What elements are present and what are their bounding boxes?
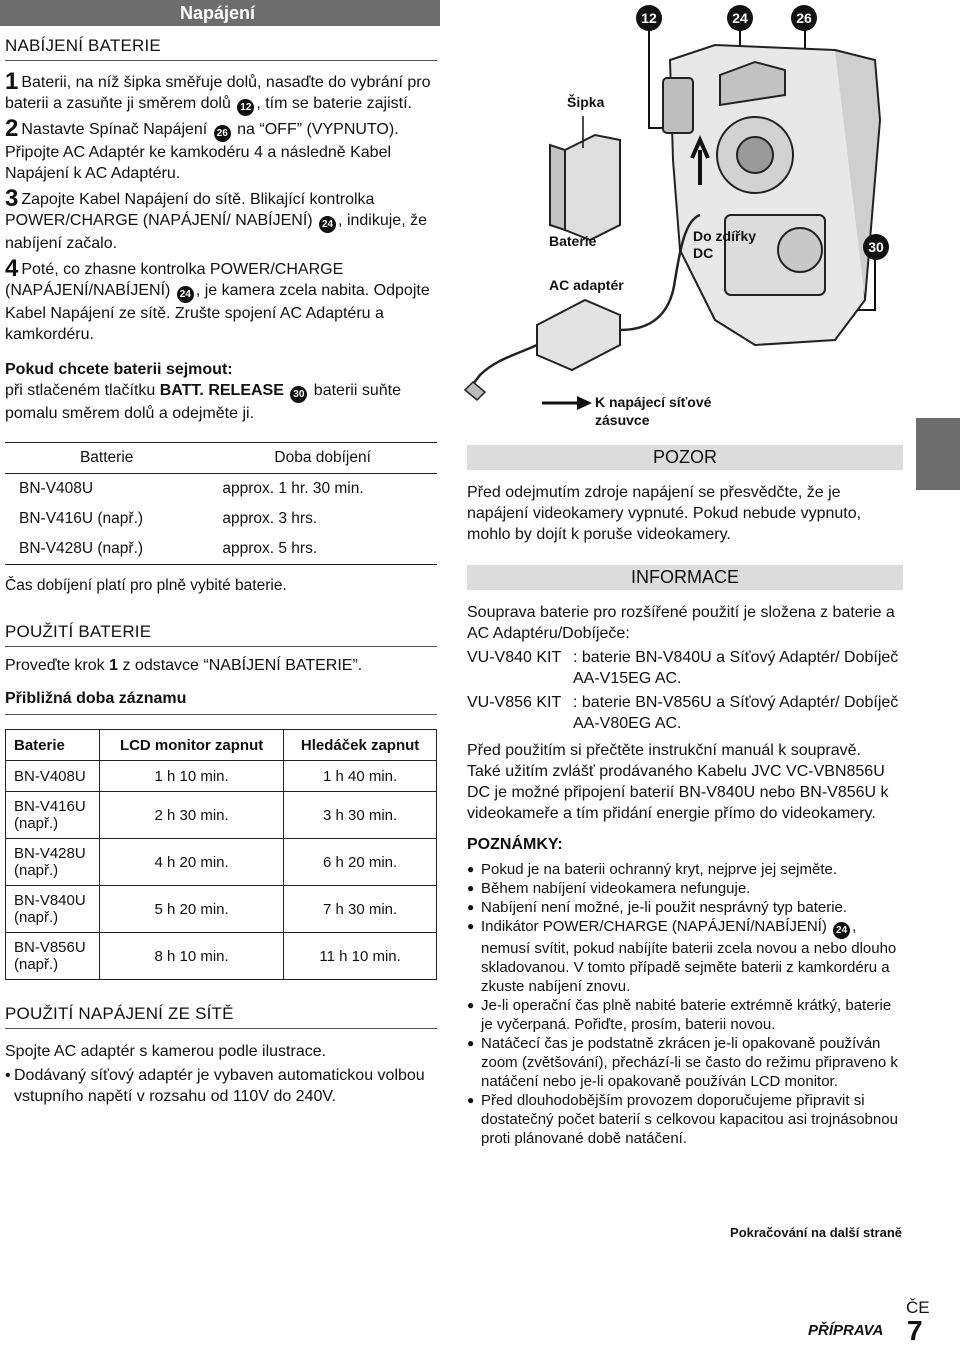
step-4: 4 Poté, co zhasne kontrolka POWER/CHARGE (NAPÁJENÍ/NABÍJENÍ) 24 , je kamera zcela nabita. Odpojte Kabel Napájení ze sítě. Zrušte spojení AC Adaptéru a kamkordéru. [5,255,430,343]
continue-note: Pokračování na další straně [730,1225,902,1240]
table-row: BN-V408U approx. 1 hr. 30 min. [19,480,364,497]
table-row: BN-V408U 1 h 10 min. 1 h 40 min. [6,761,437,792]
section-header-bar [0,0,440,26]
side-tab [916,418,960,490]
step-3: 3 Zapojte Kabel Napájení do sítě. Blikající kontrolka POWER/CHARGE (NAPÁJENÍ/ NABÍJENÍ) 24 , indikuje, že nabíjení začalo. [5,185,427,252]
list-item: ● Nabíjení není možné, je-li použit nesprávný typ baterie. [467,898,903,917]
right-column [467,445,903,1148]
illustration [455,0,900,450]
step-2: 2 Nastavte Spínač Napájení 26 na “OFF” (VYPNUTO). Připojte AC Adaptér ke kamkodéru 4 a následně Kabel Napájení k AC Adaptéru. [5,115,399,182]
recording-time-table [5,729,437,980]
camcorder-body [663,45,880,345]
remove-battery-text: při stlačeném tlačítku BATT. RELEASE 30 baterii suňte pomalu směrem dolů a odejměte ji. [5,382,401,422]
info-text-3: Také užitím zvlášť prodávaného Kabelu JVC VC-VBN856U DC je možné připojení baterií BN-V840U nebo BN-V856U k videokameře a tím přidání energie přímo do videokamery. [467,763,889,822]
section-title: Napájení [180,3,256,23]
step-number: 4 [5,255,19,282]
ac-adapter [537,300,620,370]
ref-26-badge: 26 [791,5,817,31]
ref-24-badge: 24 [727,5,753,31]
table-row: BN-V416U (např.) approx. 3 hrs. [19,510,318,527]
battery-pack [550,135,620,240]
mains-bullet: • Dodávaný síťový adaptér je vybaven automatickou volbou vstupního napětí v rozsahu od 110V do 240V. [5,1067,425,1105]
table-header: Baterie [6,730,100,761]
ref-24-badge: 24 [319,216,336,233]
table-row: BN-V428U (např.) 4 h 20 min. 6 h 20 min. [6,839,437,886]
label-dc-socket: Do zdířky DC [693,228,757,261]
heading-charging: NABÍJENÍ BATERIE [5,36,437,61]
ref-30-badge: 30 [290,386,307,403]
table-row: BN-V428U (např.) approx. 5 hrs. [19,540,318,557]
camcorder-illustration [455,0,900,450]
list-item: ● Pokud je na baterii ochranný kryt, nejprve jej sejměte. [467,860,903,879]
table-header: Batterie [79,449,134,466]
notes-list [467,860,903,1148]
bullet-dot: • [5,1067,11,1084]
footer-lang: ČE [906,1298,930,1317]
footer-section: PŘÍPRAVA [808,1322,884,1339]
label-arrow: Šipka [567,94,605,110]
list-item: ● Je-li operační čas plně nabité baterie extrémně krátký, baterie je vyčerpaná. Pořiďte, prosím, baterii novou. [467,996,903,1034]
kit-2: VU-V856 KIT : baterie BN-V856U a Síťový Adaptér/ Dobíječ AA-V80EG AC. [467,694,899,732]
page-number: 7 [907,1315,923,1346]
recording-time-title: Přibližná doba záznamu [5,690,437,715]
ref-12-badge: 12 [237,99,254,116]
table-header: LCD monitor zapnut [100,730,284,761]
kit-1: VU-V840 KIT : baterie BN-V840U a Síťový Adaptér/ Dobíječ AA-V15EG AC. [467,649,899,687]
label-ac-adapter: AC adaptér [549,277,624,293]
table-header: Hledáček zapnut [300,736,420,754]
use-battery-text: Proveďte krok 1 z odstavce “NABÍJENÍ BATERIE”. [5,657,363,674]
heading-mains-power: POUŽITÍ NAPÁJENÍ ZE SÍTĚ [5,1004,437,1029]
table-row: BN-V840U (např.) 5 h 20 min. 7 h 30 min. [6,886,437,933]
list-item: ● Indikátor POWER/CHARGE (NAPÁJENÍ/NABÍJENÍ) 24 , nemusí svítit, pokud nabíjíte baterii zcela novou a nebo dlouho skladovanou. V tomto případě sejměte baterii z kamkordéru a zkuste nabíjení znovu. [467,917,903,996]
mains-text: Spojte AC adaptér s kamerou podle ilustrace. [5,1043,327,1060]
charge-note: Čas dobíjení platí pro plně vybité baterie. [5,577,287,594]
info-text-2: Před použitím si přečtěte instrukční manuál k soupravě. [467,742,861,759]
label-outlet: K napájecí síťové zásuvce [595,394,712,428]
ref-26-badge: 26 [214,125,231,142]
ref-12-badge: 12 [636,5,662,31]
label-battery: Baterie [549,233,597,249]
remove-battery-title: Pokud chcete baterii sejmout: [5,361,233,378]
step-1: 1 Baterii, na níž šipka směřuje dolů, nasaďte do vybrání pro baterii a zasuňte ji směrem dolů 12 , tím se baterie zajistí. [5,71,437,116]
info-text: Souprava baterie pro rozšířené použití je složena z baterie a AC Adaptéru/Dobíječe: [467,604,895,642]
table-header: Doba dobíjení [274,449,371,466]
ref-24-badge: 24 [177,286,194,303]
caution-heading: POZOR [467,445,903,470]
info-heading: INFORMACE [467,565,903,590]
list-item: ● Natáčecí čas je podstatně zkrácen je-li opakovaně používán zoom (zvětšování), přechází-li se často do režimu připraveno k natáčení nebo je-li opakovaně používán LCD monitor. [467,1034,903,1091]
table-row: BN-V856U (např.) 8 h 10 min. 11 h 10 min. [6,933,437,980]
step-number: 3 [5,185,19,212]
step-number: 1 [5,68,19,95]
caution-text: Před odejmutím zdroje napájení se přesvědčte, že je napájení videokamery vypnuté. Pokud nebude vypnuto, mohlo by dojít k poruše videokamery. [467,484,862,543]
notes-heading: POZNÁMKY: [467,836,563,853]
charge-time-table [5,442,437,565]
heading-use-battery: POUŽITÍ BATERIE [5,622,437,647]
list-item: ● Během nabíjení videokamera nefunguje. [467,879,903,898]
left-column [5,36,437,1107]
ref-24-badge: 24 [833,922,850,939]
step-number: 2 [5,115,19,142]
list-item: ● Před dlouhodobějším provozem doporučujeme připravit si dostatečný počet baterií s celkovou kapacitou asi trojnásobnou proti plánované době natáčení. [467,1091,903,1148]
table-row: BN-V416U (např.) 2 h 30 min. 3 h 30 min. [6,792,437,839]
ref-30-badge: 30 [863,234,889,260]
